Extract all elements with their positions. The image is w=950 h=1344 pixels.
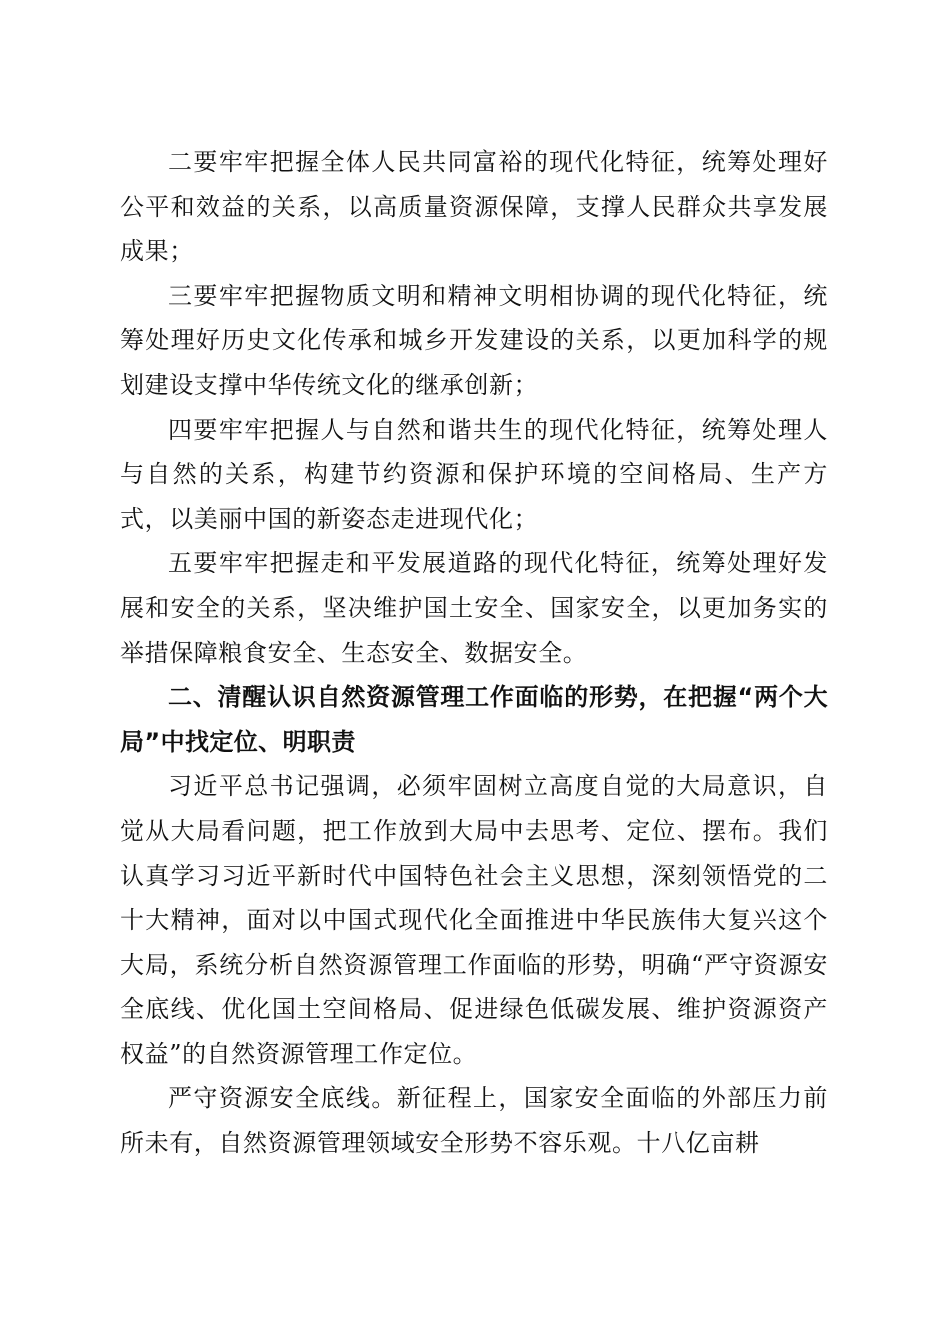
paragraph-harmony-with-nature: 四要牢牢把握人与自然和谐共生的现代化特征，统筹处理人与自然的关系，构建节约资源和保护环境的空间格局、生产方式，以美丽中国的新姿态走进现代化； — [120, 415, 828, 533]
section-heading-two: 二、清醒认识自然资源管理工作面临的形势，在把握“两个大局”中找定位、明职责 — [120, 683, 828, 756]
paragraph-peaceful-development: 五要牢牢把握走和平发展道路的现代化特征，统筹处理好发展和安全的关系，坚决维护国土安全、国家安全，以更加务实的举措保障粮食安全、生态安全、数据安全。 — [120, 549, 828, 667]
paragraph-common-prosperity: 二要牢牢把握全体人民共同富裕的现代化特征，统筹处理好公平和效益的关系，以高质量资源保障，支撑人民群众共享发展成果； — [120, 148, 828, 266]
document-body — [120, 140, 828, 1166]
paragraph-overall-situation: 习近平总书记强调，必须牢固树立高度自觉的大局意识，自觉从大局看问题，把工作放到大局中去思考、定位、摆布。我们认真学习习近平新时代中国特色社会主义思想，深刻领悟党的二十大精神，面对以中国式现代化全面推进中华民族伟大复兴这个大局，系统分析自然资源管理工作面临的形势，明确“严守资源安全底线、优化国土空间格局、促进绿色低碳发展、维护资源资产权益”的自然资源管理工作定位。 — [120, 772, 828, 1068]
paragraph-material-spiritual-civilization: 三要牢牢把握物质文明和精神文明相协调的现代化特征，统筹处理好历史文化传承和城乡开发建设的关系，以更加科学的规划建设支撑中华传统文化的继承创新； — [120, 281, 828, 399]
paragraph-resource-security: 严守资源安全底线。新征程上，国家安全面临的外部压力前所未有，自然资源管理领域安全形势不容乐观。十八亿亩耕 — [120, 1084, 828, 1158]
